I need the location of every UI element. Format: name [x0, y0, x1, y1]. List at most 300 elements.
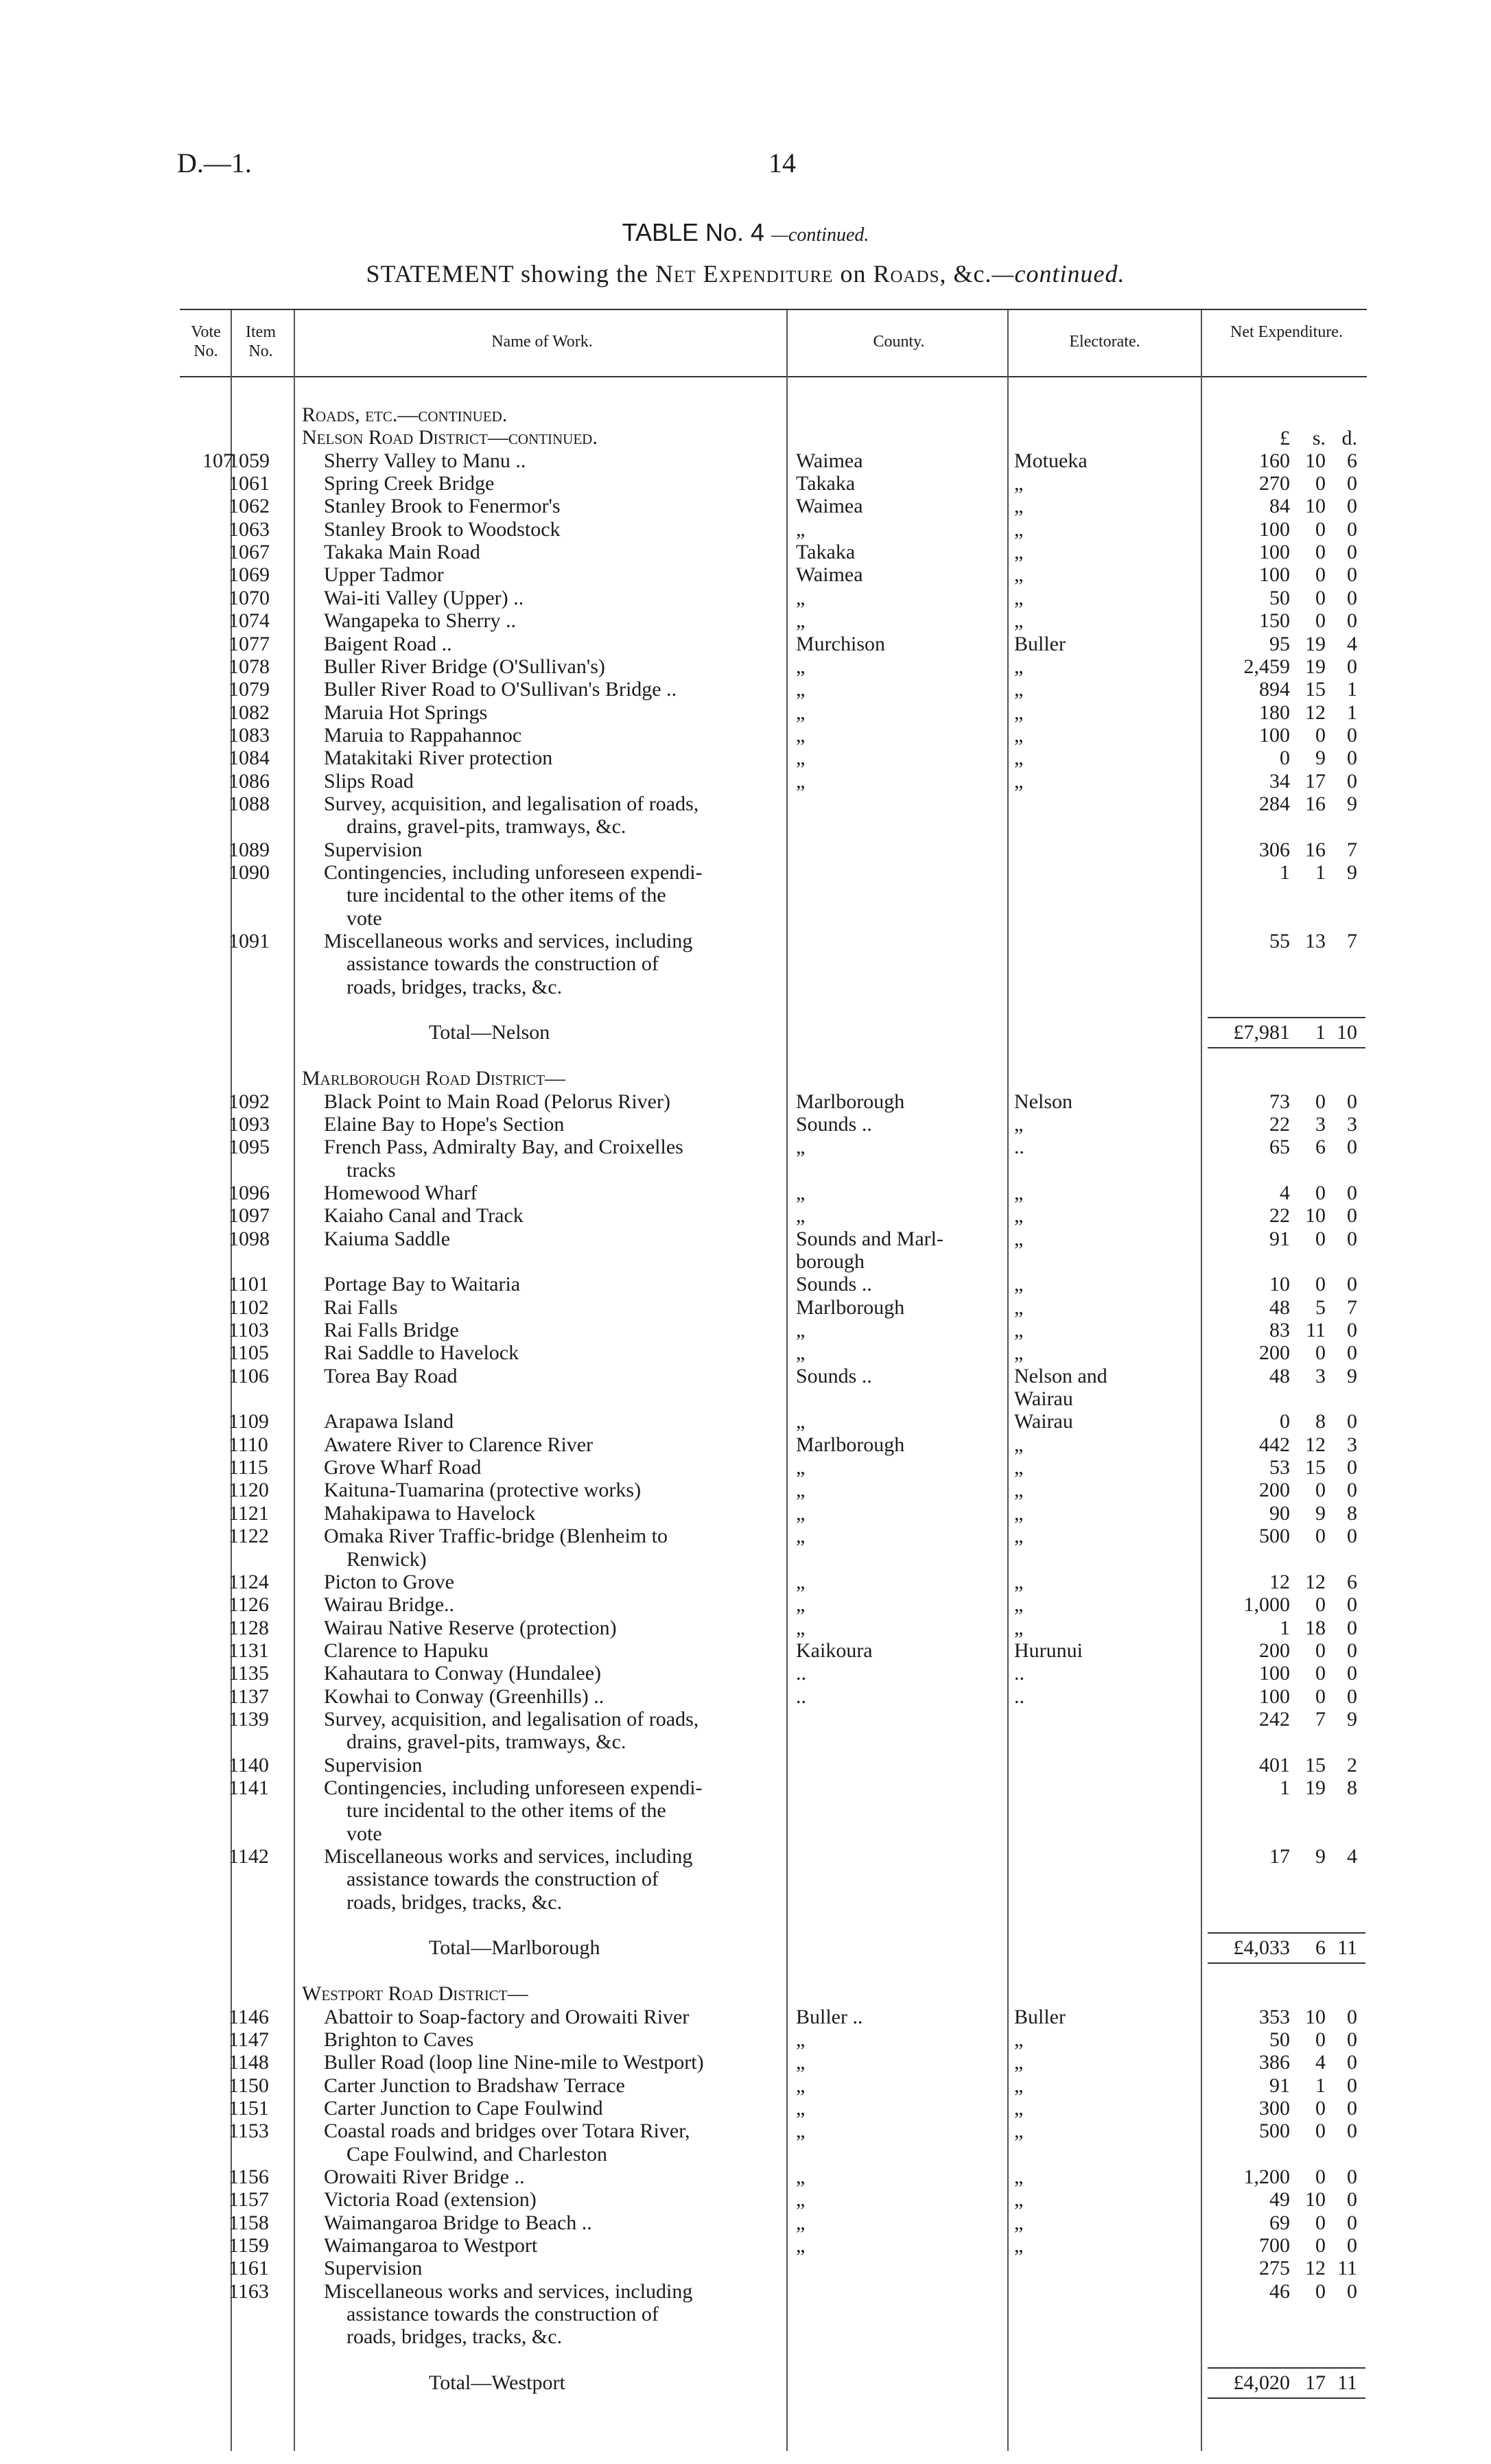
work-name: Marlborough Road District—: [302, 1067, 566, 1090]
table-row: [0, 1708, 1491, 1730]
electorate-name: „: [1014, 1204, 1024, 1228]
electorate-name: „: [1014, 1479, 1024, 1502]
pounds: 46: [1269, 2279, 1290, 2303]
item-number: 1091: [228, 930, 270, 953]
pounds: 150: [1259, 609, 1290, 633]
pounds: 100: [1259, 1685, 1290, 1708]
shillings: 0: [1315, 563, 1326, 587]
electorate-name: Buller: [1014, 632, 1066, 655]
pence: 0: [1347, 1410, 1357, 1433]
item-number: 1063: [228, 517, 270, 541]
total-pounds: £4,020: [1233, 2371, 1290, 2395]
pounds: 353: [1259, 2005, 1290, 2028]
work-name: Kowhai to Conway (Greenhills) ..: [324, 1685, 604, 1708]
pence: 0: [1347, 517, 1357, 541]
table-row: [0, 1571, 1491, 1593]
table-row: [0, 2211, 1491, 2234]
pence: 0: [1347, 1273, 1357, 1296]
pounds: 73: [1269, 1090, 1290, 1113]
pounds: 90: [1269, 1501, 1290, 1525]
pounds: 2,459: [1243, 655, 1290, 678]
electorate-name: „: [1014, 2234, 1024, 2257]
electorate-name: „: [1014, 472, 1024, 495]
shillings: 18: [1305, 1616, 1326, 1639]
electorate-name: „: [1014, 586, 1024, 609]
pence: 0: [1347, 1662, 1357, 1685]
pounds: 894: [1259, 678, 1290, 701]
shillings: 19: [1305, 632, 1326, 655]
work-name: Coastal roads and bridges over Totara River,: [324, 2120, 690, 2143]
shillings: 0: [1315, 2279, 1326, 2303]
county-name: „: [796, 2096, 806, 2120]
pounds: 100: [1259, 723, 1290, 747]
county-name: „: [796, 2028, 806, 2051]
table-row: [0, 2188, 1491, 2211]
pence: 3: [1347, 1433, 1357, 1456]
pounds: 100: [1259, 517, 1290, 541]
electorate-name: Hurunui: [1014, 1639, 1083, 1662]
pence: 0: [1347, 2120, 1357, 2143]
item-number: 1124: [228, 1570, 269, 1593]
pounds: 700: [1259, 2234, 1290, 2257]
pence: 0: [1347, 495, 1357, 518]
work-name: Miscellaneous works and services, including: [324, 1845, 693, 1868]
table-row: [0, 1204, 1491, 1227]
electorate-name: „: [1014, 678, 1024, 701]
item-number: 1122: [228, 1525, 269, 1548]
header-rule-top: [180, 309, 1367, 310]
item-number: 1140: [228, 1753, 269, 1776]
work-name: Portage Bay to Waitaria: [324, 1273, 521, 1296]
pence: 0: [1347, 563, 1357, 587]
table-row: [0, 1617, 1491, 1639]
work-name: Kaiuma Saddle: [324, 1227, 451, 1250]
county-name: „: [796, 1501, 806, 1525]
electorate-name: „: [1014, 769, 1024, 793]
shillings: 0: [1315, 541, 1326, 564]
pence: 0: [1347, 2234, 1357, 2257]
pounds: 100: [1259, 563, 1290, 587]
table-row: [0, 563, 1491, 586]
shillings: 10: [1305, 495, 1326, 518]
pence: 9: [1347, 861, 1357, 884]
work-name: Maruia to Rappahannoc: [324, 723, 522, 747]
electorate-name: „: [1014, 2028, 1024, 2051]
pence: 0: [1347, 2211, 1357, 2234]
pence: 0: [1347, 1341, 1357, 1365]
electorate-name: ..: [1014, 1136, 1024, 1159]
shillings: 0: [1315, 1090, 1326, 1113]
electorate-name: „: [1014, 2211, 1024, 2234]
electorate-name: „: [1014, 1273, 1024, 1296]
work-name: Upper Tadmor: [324, 563, 444, 587]
shillings: 10: [1305, 1204, 1326, 1228]
pounds: 91: [1269, 1227, 1290, 1250]
shillings: 10: [1305, 2188, 1326, 2211]
col-header-electorate: Electorate.: [1069, 333, 1140, 351]
pounds: 200: [1259, 1479, 1290, 1502]
work-name: Wangapeka to Sherry ..: [324, 609, 516, 633]
table-row: [0, 952, 1491, 975]
shillings: 0: [1315, 2096, 1326, 2120]
col-header-name: Name of Work.: [491, 333, 593, 351]
table-row: [0, 2303, 1491, 2325]
pence: 0: [1347, 1525, 1357, 1548]
shillings: 13: [1305, 930, 1326, 953]
work-name: Supervision: [324, 1753, 423, 1776]
item-number: 1098: [228, 1227, 270, 1250]
pounds: 22: [1269, 1112, 1290, 1136]
pounds: 1,200: [1243, 2165, 1290, 2188]
shillings: 0: [1315, 609, 1326, 633]
shillings: 9: [1315, 1501, 1326, 1525]
electorate-name: „: [1014, 1433, 1024, 1456]
pence: 2: [1347, 1753, 1357, 1776]
work-name: Supervision: [324, 2257, 423, 2280]
electorate-name: ..: [1014, 1685, 1024, 1708]
pence: 0: [1347, 472, 1357, 495]
pence: 11: [1337, 1936, 1357, 1960]
work-name: roads, bridges, tracks, &c.: [347, 1890, 563, 1914]
table-row: [0, 1319, 1491, 1341]
shillings: 0: [1315, 2165, 1326, 2188]
work-name: Buller River Road to O'Sullivan's Bridge ..: [324, 678, 677, 701]
work-name: Wai-iti Valley (Upper) ..: [324, 586, 524, 609]
table-row: [0, 1273, 1491, 1295]
pounds: 306: [1259, 838, 1290, 861]
statement-net: Net Expenditure: [655, 260, 834, 288]
table-row: [0, 2166, 1491, 2188]
table-row: [0, 2280, 1491, 2303]
shillings: 0: [1315, 1685, 1326, 1708]
table-row: [0, 1822, 1491, 1845]
pounds: 500: [1259, 2120, 1290, 2143]
electorate-name: „: [1014, 1319, 1024, 1341]
table-title-cont: —continued.: [771, 224, 869, 246]
work-name: Rai Saddle to Havelock: [324, 1341, 519, 1365]
electorate-name: „: [1014, 517, 1024, 541]
work-name: Awatere River to Clarence River: [324, 1433, 594, 1456]
electorate-name: „: [1014, 609, 1024, 633]
county-name: „: [796, 1181, 806, 1204]
electorate-name: „: [1014, 1501, 1024, 1525]
shillings: 10: [1305, 2005, 1326, 2028]
electorate-name: Wairau: [1014, 1387, 1073, 1411]
work-name: Waimangaroa to Westport: [324, 2234, 538, 2257]
pounds: 300: [1259, 2096, 1290, 2120]
table-row: [0, 1845, 1491, 1868]
pence: 0: [1347, 1639, 1357, 1662]
work-name: vote: [347, 906, 382, 930]
work-name: Sherry Valley to Manu ..: [324, 449, 526, 472]
page-ref: D.—1.: [177, 148, 252, 178]
shillings: 0: [1315, 2120, 1326, 2143]
pounds: 1: [1280, 861, 1290, 884]
electorate-name: „: [1014, 701, 1024, 724]
shillings: 0: [1315, 1341, 1326, 1365]
county-name: „: [796, 1616, 806, 1639]
pence: 9: [1347, 1707, 1357, 1730]
shillings: 0: [1315, 586, 1326, 609]
table-row: [0, 1456, 1491, 1479]
county-name: Sounds ..: [796, 1273, 872, 1296]
county-name: „: [796, 586, 806, 609]
total-rule: [1208, 2367, 1365, 2399]
county-name: ..: [796, 1662, 806, 1685]
work-name: Contingencies, including unforeseen expendi-: [324, 1776, 703, 1799]
work-name: Rai Falls: [324, 1295, 398, 1319]
item-number: 1083: [228, 723, 270, 747]
table-row: [0, 633, 1491, 655]
item-number: 1146: [228, 2005, 269, 2028]
pence: 8: [1347, 1776, 1357, 1799]
county-name: „: [796, 2188, 806, 2211]
shillings: 15: [1305, 1753, 1326, 1776]
electorate-name: „: [1014, 1616, 1024, 1639]
pence: 0: [1347, 1319, 1357, 1341]
electorate-name: „: [1014, 655, 1024, 678]
item-number: 1077: [228, 632, 270, 655]
table-row: [0, 1730, 1491, 1753]
electorate-name: „: [1014, 563, 1024, 587]
shillings: 9: [1315, 1845, 1326, 1868]
county-name: „: [796, 1570, 806, 1593]
county-name: „: [796, 701, 806, 724]
item-number: 1096: [228, 1181, 270, 1204]
work-name: drains, gravel-pits, tramways, &c.: [347, 815, 626, 838]
work-name: assistance towards the construction of: [347, 2303, 659, 2326]
pence: 0: [1347, 1227, 1357, 1250]
county-name: „: [796, 1479, 806, 1502]
pence: 4: [1347, 1845, 1357, 1868]
work-name: Contingencies, including unforeseen expendi-: [324, 861, 703, 884]
item-number: 1084: [228, 747, 270, 770]
electorate-name: „: [1014, 2074, 1024, 2097]
col-header-net: Net Expenditure.: [1230, 323, 1343, 341]
electorate-name: „: [1014, 1593, 1024, 1617]
work-name: Kaituna-Tuamarina (protective works): [324, 1479, 642, 1502]
item-number: 1097: [228, 1204, 270, 1228]
pence: 1: [1347, 678, 1357, 701]
pence: 0: [1347, 1479, 1357, 1502]
table-row: [0, 2234, 1491, 2257]
table-row: [0, 2028, 1491, 2051]
shillings: 7: [1315, 1707, 1326, 1730]
shillings: 19: [1305, 655, 1326, 678]
table-row: [0, 2325, 1491, 2348]
shillings: 10: [1305, 449, 1326, 472]
pounds: 242: [1259, 1707, 1290, 1730]
table-row: [0, 1136, 1491, 1158]
work-name: Total—Westport: [429, 2371, 565, 2395]
work-name: drains, gravel-pits, tramways, &c.: [347, 1730, 626, 1754]
item-number: 1156: [228, 2165, 269, 2188]
work-name: Arapawa Island: [324, 1410, 454, 1433]
pence: 0: [1347, 655, 1357, 678]
table-row: [0, 1365, 1491, 1387]
pounds: 1: [1280, 1616, 1290, 1639]
work-name: Mahakipawa to Havelock: [324, 1501, 536, 1525]
item-number: 1088: [228, 792, 270, 815]
pence: 1: [1347, 701, 1357, 724]
shillings: 15: [1305, 1456, 1326, 1479]
pence: 11: [1337, 2257, 1357, 2280]
item-number: 1103: [228, 1319, 269, 1341]
pounds: 53: [1269, 1456, 1290, 1479]
work-name: Kaiaho Canal and Track: [324, 1204, 524, 1228]
work-name: Survey, acquisition, and legalisation of roads,: [324, 1707, 699, 1730]
shillings: 16: [1305, 792, 1326, 815]
item-number: 1151: [228, 2096, 269, 2120]
county-name: „: [796, 2234, 806, 2257]
work-name: Maruia Hot Springs: [324, 701, 488, 724]
electorate-name: Motueka: [1014, 449, 1088, 472]
work-name: Supervision: [324, 838, 423, 861]
table-row: [0, 1296, 1491, 1319]
table-row: [0, 1799, 1491, 1822]
work-name: Torea Bay Road: [324, 1364, 458, 1387]
section-heading: [0, 1982, 1491, 2005]
work-name: Black Point to Main Road (Pelorus River): [324, 1090, 670, 1113]
pence: 0: [1347, 1593, 1357, 1617]
shillings: 1: [1315, 1021, 1326, 1044]
pounds: 50: [1269, 586, 1290, 609]
pounds: 34: [1269, 769, 1290, 793]
pounds: 0: [1280, 1410, 1290, 1433]
work-name: Total—Marlborough: [429, 1936, 600, 1960]
header-rule-bottom: [180, 376, 1367, 377]
pence: 0: [1347, 1181, 1357, 1204]
work-name: Brighton to Caves: [324, 2028, 474, 2051]
table-row: [0, 1776, 1491, 1799]
table-row: [0, 1662, 1491, 1685]
item-number: 1102: [228, 1295, 269, 1319]
work-name: Wairau Bridge..: [324, 1593, 455, 1617]
table-row: [0, 1639, 1491, 1662]
shillings: 0: [1315, 2211, 1326, 2234]
table-row: [0, 1250, 1491, 1273]
table-row: [0, 518, 1491, 541]
pounds: 0: [1280, 747, 1290, 770]
pounds: 10: [1269, 1273, 1290, 1296]
county-name: „: [796, 2051, 806, 2074]
table-title-main: TABLE No. 4: [622, 218, 765, 246]
item-number: 1095: [228, 1136, 270, 1159]
table-row: [0, 1502, 1491, 1525]
electorate-name: „: [1014, 541, 1024, 564]
county-name: Takaka: [796, 472, 856, 495]
table-row: [0, 1479, 1491, 1501]
shillings: 0: [1315, 1273, 1326, 1296]
work-name: Grove Wharf Road: [324, 1456, 482, 1479]
county-name: Sounds and Marl-: [796, 1227, 943, 1250]
table-row: [0, 1387, 1491, 1410]
county-name: „: [796, 1319, 806, 1341]
statement-roads: Roads,: [873, 260, 947, 288]
electorate-name: „: [1014, 2096, 1024, 2120]
table-row: [0, 1341, 1491, 1364]
table-row: [0, 2120, 1491, 2142]
col-header-county: County.: [873, 333, 925, 351]
table-row: [0, 930, 1491, 952]
pounds: 69: [1269, 2211, 1290, 2234]
county-name: „: [796, 2211, 806, 2234]
shillings: 0: [1315, 2234, 1326, 2257]
work-name: roads, bridges, tracks, &c.: [347, 2325, 563, 2349]
work-name: Total—Nelson: [429, 1021, 550, 1044]
shillings: 1: [1315, 2074, 1326, 2097]
table-row: [0, 747, 1491, 769]
county-name: Marlborough: [796, 1433, 905, 1456]
county-name: Murchison: [796, 632, 885, 655]
table-row: [0, 884, 1491, 906]
shillings: 6: [1315, 1136, 1326, 1159]
table-row: [0, 793, 1491, 815]
table-row: [0, 1891, 1491, 1914]
item-number: 1131: [228, 1639, 269, 1662]
table-row: [0, 701, 1491, 724]
item-number: 1115: [228, 1456, 268, 1479]
table-row: [0, 1044, 1491, 1067]
item-number: 1163: [228, 2279, 269, 2303]
county-name: Kaikoura: [796, 1639, 873, 1662]
pounds: 442: [1259, 1433, 1290, 1456]
table-row: [0, 495, 1491, 517]
item-number: 1069: [228, 563, 270, 587]
table-row: [0, 907, 1491, 930]
pounds: 84: [1269, 495, 1290, 518]
item-number: 1148: [228, 2051, 269, 2074]
pounds: 22: [1269, 1204, 1290, 1228]
work-name: French Pass, Admiralty Bay, and Croixelles: [324, 1136, 683, 1159]
electorate-name: „: [1014, 1570, 1024, 1593]
work-name: Buller Road (loop line Nine-mile to Westport): [324, 2051, 704, 2074]
pence: 0: [1347, 2188, 1357, 2211]
county-name: „: [796, 517, 806, 541]
pounds: 48: [1269, 1295, 1290, 1319]
county-name: „: [796, 2120, 806, 2143]
item-number: 1070: [228, 586, 270, 609]
statement-etc: &c.: [953, 260, 992, 288]
shillings: 3: [1315, 1364, 1326, 1387]
table-row: [0, 1525, 1491, 1547]
table-title: [0, 218, 1491, 247]
shillings: 6: [1315, 1936, 1326, 1960]
county-name: „: [796, 655, 806, 678]
page-number: 14: [768, 148, 796, 178]
pence: 0: [1347, 609, 1357, 633]
table-row: [0, 1113, 1491, 1136]
pounds: 200: [1259, 1341, 1290, 1365]
shillings: 5: [1315, 1295, 1326, 1319]
county-name: „: [796, 2165, 806, 2188]
shillings: 8: [1315, 1410, 1326, 1433]
pounds: 55: [1269, 930, 1290, 953]
table-row: [0, 678, 1491, 701]
electorate-name: ..: [1014, 1662, 1024, 1685]
county-name: Sounds ..: [796, 1364, 872, 1387]
table-row: [0, 1182, 1491, 1204]
pence: 0: [1347, 2028, 1357, 2051]
pence: 9: [1347, 1364, 1357, 1387]
work-name: Picton to Grove: [324, 1570, 454, 1593]
electorate-name: „: [1014, 1112, 1024, 1136]
work-name: Cape Foulwind, and Charleston: [347, 2142, 607, 2166]
item-number: 1128: [228, 1616, 269, 1639]
work-name: Roads, etc.—continued.: [302, 403, 508, 426]
item-number: 1105: [228, 1341, 269, 1365]
item-number: 1109: [228, 1410, 269, 1433]
